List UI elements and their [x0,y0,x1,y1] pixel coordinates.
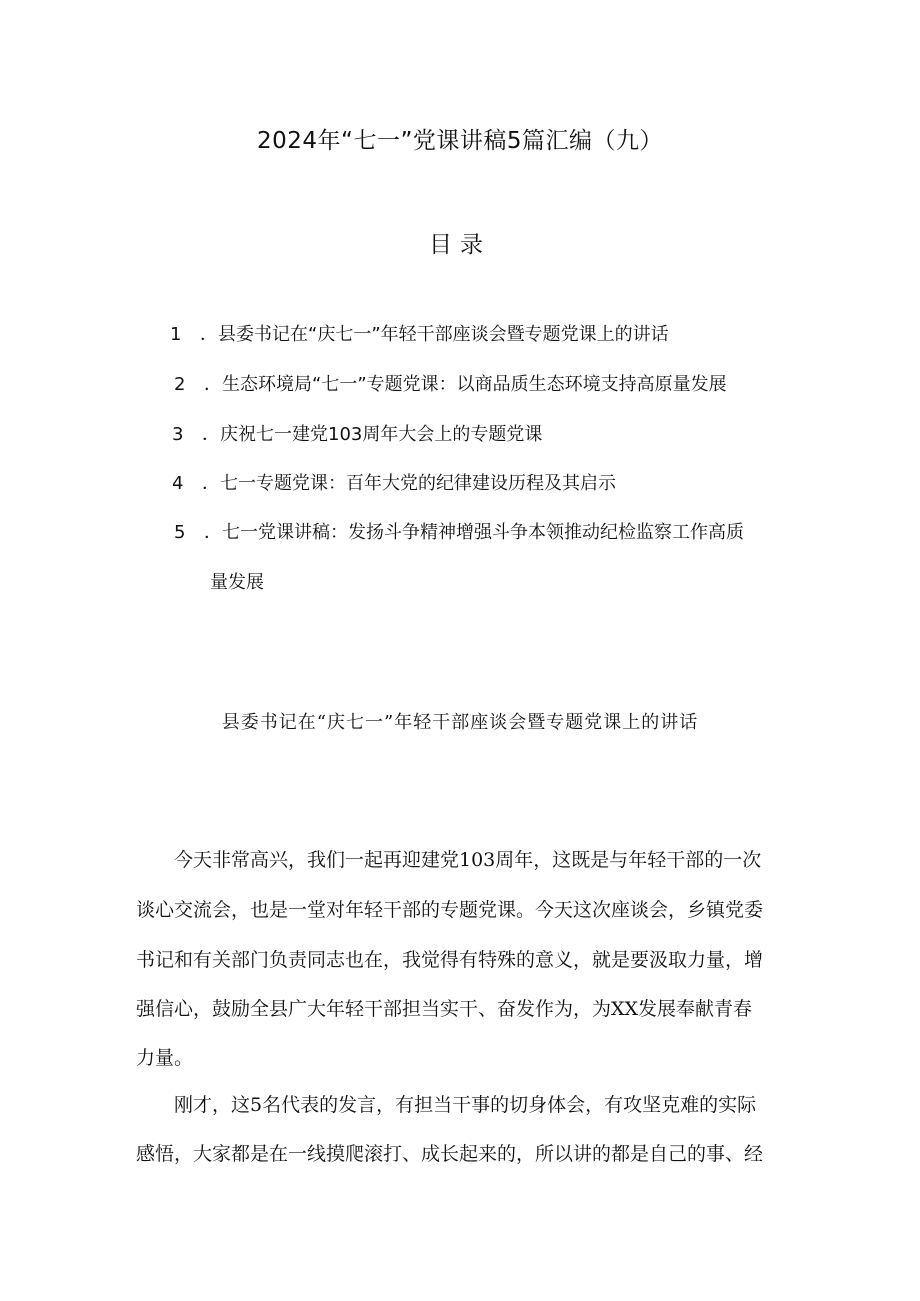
toc-item-number: 3 [172,424,184,445]
toc-item-5-continuation: 量发展 [210,572,264,593]
paragraph-line: 书记和有关部门负责同志也在，我觉得有特殊的意义，就是要汲取力量，增 [136,949,764,971]
paragraph-line: 今天非常高兴，我们一起再迎建党103周年，这既是与年轻干部的一次 [174,849,762,871]
paragraph-line: 谈心交流会，也是一堂对年轻干部的专题党课。今天这次座谈会，乡镇党委 [136,899,764,921]
toc-item-number: 4 [172,473,184,494]
toc-item-text: ．生态环境局“七一”专题党课：以商品质生态环境支持高原量发展 [204,374,727,395]
toc-item-3[interactable] [172,420,542,450]
toc-heading: 目录 [429,232,491,258]
toc-item-4[interactable] [172,469,616,499]
paragraph-line: 感悟，大家都是在一线摸爬滚打、成长起来的，所以讲的都是自己的事、经 [136,1143,764,1165]
toc-item-text: ．七一党课讲稿：发扬斗争精神增强斗争本领推动纪检监察工作高质 [204,522,744,543]
toc-item-text: ．庆祝七一建党103周年大会上的专题党课 [202,424,543,445]
toc-item-1[interactable] [170,320,669,350]
toc-item-number: 1 [170,324,182,345]
toc-item-5[interactable] [174,518,744,548]
toc-item-number: 5 [174,522,186,543]
toc-item-2[interactable] [174,370,727,400]
paragraph-line: 强信心，鼓励全县广大年轻干部担当实干、奋发作为，为XX发展奉献青春 [136,998,753,1020]
section-title: 县委书记在“庆七一”年轻干部座谈会暨专题党课上的讲话 [221,712,699,733]
toc-item-text: ．七一专题党课：百年大党的纪律建设历程及其启示 [202,473,616,494]
document-title: 2024年“七一”党课讲稿5篇汇编（九） [257,128,663,154]
toc-item-text: ．县委书记在“庆七一”年轻干部座谈会暨专题党课上的讲话 [200,324,669,345]
paragraph-line: 力量。 [136,1047,194,1069]
toc-item-number: 2 [174,374,186,395]
paragraph-line: 刚才，这5名代表的发言，有担当干事的切身体会，有攻坚克难的实际 [174,1094,757,1116]
